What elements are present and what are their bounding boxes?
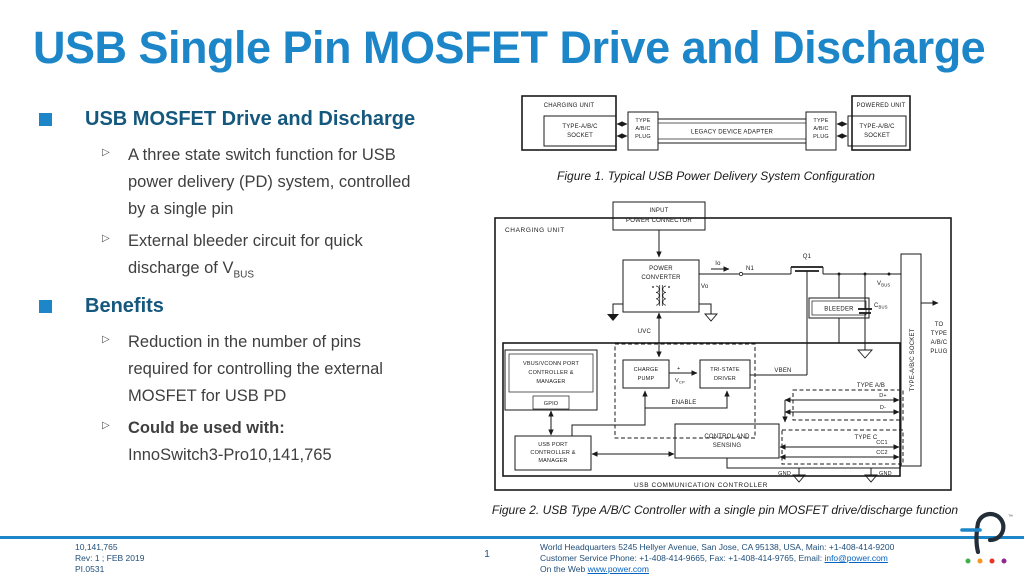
footer-doc-info (75, 542, 144, 575)
control-sensing-box (675, 424, 779, 458)
doc-revision: Rev: 1 ; FEB 2019 (75, 553, 145, 563)
plug-label: PLUG (635, 134, 651, 140)
socket-label: TYPE-A/B/C (562, 124, 598, 130)
input-connector-label: POWER CONNECTOR (626, 218, 692, 224)
figure1-caption: Figure 1. Typical USB Power Delivery System Configuration (557, 169, 875, 183)
io-label: Io (715, 261, 721, 267)
triangle-bullet-icon: ▷ (102, 147, 110, 158)
bullet-line: required for controlling the external (128, 360, 383, 379)
triangle-bullet-icon: ▷ (102, 334, 110, 346)
power-converter-label: POWER (649, 266, 673, 272)
logo-dots-icon (966, 559, 1007, 564)
web-line (540, 564, 970, 575)
socket-label: SOCKET (567, 133, 593, 139)
dminus-label: D- (879, 405, 887, 411)
square-bullet-icon (39, 300, 52, 313)
cbus-label: $C_{BUS}$ (874, 303, 888, 310)
bullet-line (128, 255, 363, 288)
cc2-label: CC2 (876, 450, 888, 456)
figure1-diagram (516, 92, 916, 158)
vo-label: Vo (701, 284, 709, 290)
sub-bullet (102, 415, 486, 469)
ground-left-icon (607, 304, 623, 321)
tri-state-driver-label: DRIVER (714, 376, 736, 382)
address-line: World Headquarters 5245 Hellyer Avenue, San Jose, CA 95138, USA, Main: +1-408-414-9200 (540, 542, 895, 552)
n1-label: N1 (746, 266, 755, 272)
bullet-text (128, 329, 383, 410)
bullet-content (36, 106, 486, 474)
tri-state-driver-label: TRI-STATE (710, 367, 740, 373)
ground-bus-wires (727, 458, 901, 482)
gnd-label: GND (879, 471, 892, 477)
bullet-line: External bleeder circuit for quick (128, 232, 363, 250)
charging-unit-label: CHARGING UNIT (543, 103, 595, 109)
q1-label: Q1 (802, 254, 812, 260)
socket-label: SOCKET (864, 133, 890, 139)
arrows-right (837, 124, 847, 136)
vbus-vconn-label: CONTROLLER & (528, 370, 574, 376)
socket-box-left (544, 116, 616, 146)
gpio-label: GPIO (543, 401, 559, 407)
control-sensing-label: SENSING (712, 443, 742, 449)
website-link[interactable]: www.power.com (587, 564, 649, 574)
section-heading: USB MOSFET Drive and Discharge (85, 108, 416, 130)
charging-unit-label: CHARGING UNIT (505, 227, 565, 234)
bleeder-label: BLEEDER (824, 306, 854, 313)
charge-pump-box (623, 360, 669, 388)
usb-port-label: CONTROLLER & (530, 450, 576, 456)
bullet-line: MOSFET for USB PD (128, 387, 287, 406)
footer-divider (0, 536, 1024, 539)
logo-p-icon (962, 514, 1013, 552)
page-number: 1 (484, 549, 490, 560)
usb-comm-controller-label: USB COMMUNICATION CONTROLLER (633, 482, 769, 489)
input-power-connector-box (613, 202, 705, 230)
arrows-left (617, 124, 627, 136)
triangle-bullet-icon: ▷ (102, 233, 110, 244)
figure2-diagram (489, 192, 965, 494)
plug-label: PLUG (813, 134, 829, 140)
bullet-line: Reduction in the number of pins (128, 333, 361, 352)
vcp-plus-label: + (677, 366, 681, 372)
bullet-text (128, 142, 410, 223)
doc-id: PI.0531 (75, 564, 105, 574)
vbus-vconn-label: VBUS/VCONN PORT (522, 361, 580, 367)
doc-number: 10,141,765 (75, 542, 118, 552)
ground-right-icon (699, 304, 717, 321)
data-line-wires (785, 400, 899, 422)
logo-tm: ™ (1008, 514, 1013, 520)
vben-label: VBEN (774, 368, 792, 374)
service-line (540, 553, 970, 564)
tri-state-driver-box (700, 360, 750, 388)
dplus-label: D+ (879, 393, 887, 399)
plug-label: TYPE (635, 118, 651, 124)
section-1 (36, 106, 486, 133)
control-sensing-label: CONTROL AND (704, 434, 750, 440)
plug-label: A/B/C (813, 126, 829, 132)
plug-label: TYPE (813, 118, 829, 124)
vbus-vconn-label: MANAGER (536, 379, 566, 385)
power-converter-label: CONVERTER (641, 275, 681, 281)
cc1-label: CC1 (876, 440, 888, 446)
triangle-bullet-icon: ▷ (102, 420, 110, 432)
type-ab-label: TYPE A/B (856, 383, 886, 389)
enable-wires (572, 391, 727, 436)
usb-port-label: USB PORT (538, 442, 568, 448)
mosfet-q1-icon (791, 267, 823, 375)
bullet-line: by a single pin (128, 200, 234, 218)
web-line-text: On the Web (540, 564, 588, 574)
socket-label: TYPE-A/B/C (859, 124, 895, 130)
bullet-text (128, 415, 332, 469)
to-plug-label: PLUG (930, 349, 948, 355)
type-c-label: TYPE C (854, 435, 878, 441)
bullet-line: InnoSwitch3-Pro10,141,765 (128, 446, 332, 465)
bullet-line-bold: Could be used with: (128, 419, 285, 438)
sub-bullet (102, 329, 486, 410)
power-integrations-logo (956, 508, 1018, 570)
cbus-branch (858, 274, 872, 358)
to-plug-label: TO (934, 322, 944, 328)
powered-unit-label: POWERED UNIT (856, 103, 906, 109)
socket-box-right (848, 116, 906, 146)
uvc-label: UVC (637, 329, 651, 335)
gnd-label: GND (778, 471, 791, 477)
vcp-label: $V_{CP}$ (675, 378, 685, 385)
subscript-bus: BUS (233, 269, 255, 281)
charge-pump-label: PUMP (637, 376, 655, 382)
bullet-text (128, 228, 363, 288)
email-link[interactable]: info@power.com (824, 553, 888, 563)
enable-label: ENABLE (671, 400, 697, 406)
section-2 (36, 293, 486, 320)
input-connector-label: INPUT (649, 208, 669, 214)
bullet-line: A three state switch function for USB (128, 146, 396, 164)
to-plug-label: TYPE (930, 331, 948, 337)
sub-bullet (102, 228, 486, 288)
plug-label: A/B/C (635, 126, 651, 132)
section-heading: Benefits (85, 295, 164, 318)
vbus-label: $V_{BUS}$ (877, 281, 891, 288)
page-title: USB Single Pin MOSFET Drive and Discharge (33, 22, 986, 73)
charge-pump-label: CHARGE (633, 367, 659, 373)
footer-contact-info (540, 542, 970, 575)
service-line-text: Customer Service Phone: +1-408-414-9665, Fax: +1-408-414-9765, Email: (540, 553, 825, 563)
figure2-caption: Figure 2. USB Type A/B/C Controller with a single pin MOSFET drive/discharge function (491, 503, 959, 517)
adapter-label: LEGACY DEVICE ADAPTER (690, 129, 774, 136)
sub-bullet (102, 142, 486, 223)
bullet-line-text: discharge of V (128, 259, 234, 277)
square-bullet-icon (39, 113, 52, 126)
bullet-line: power delivery (PD) system, controlled (128, 173, 411, 191)
usb-port-label: MANAGER (538, 458, 568, 464)
socket-vertical-label: TYPE-A/B/C SOCKET (910, 328, 916, 392)
transformer-icon (652, 285, 670, 306)
output-rail-wires (699, 269, 901, 276)
to-plug-label: A/B/C (930, 340, 948, 346)
